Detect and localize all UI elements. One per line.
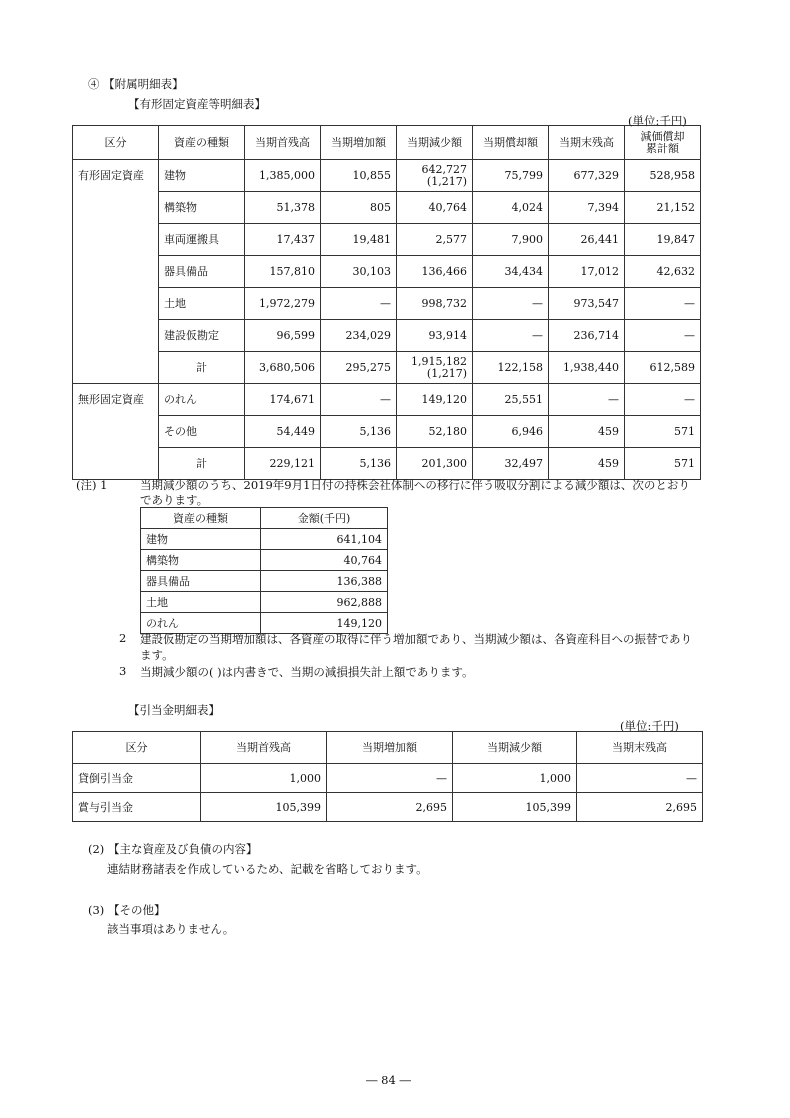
section-heading: (3) 【その他】: [88, 903, 166, 917]
header-cell: 区分: [73, 126, 159, 160]
header-cell: 当期償却額: [473, 126, 549, 160]
subsection-heading: 【引当金明細表】: [128, 703, 220, 717]
asset-type: 建物: [159, 160, 245, 192]
note-label: 2: [119, 631, 127, 645]
fixed-assets-table: [72, 125, 701, 480]
table-row: 器具備品 157,810 30,103 136,466 34,434 17,012 42,632: [73, 256, 701, 288]
note-label: (注) 1: [76, 478, 108, 492]
note-text: 建設仮勘定の当期増加額は、各資産の取得に伴う増加額であり、当期減少額は、各資産科目への振替であり: [140, 632, 692, 646]
table-row: 建設仮勘定 96,599 234,029 93,914 — 236,714 —: [73, 320, 701, 352]
table-row: 建物 641,104: [141, 529, 388, 550]
asset-type: のれん: [159, 384, 245, 416]
table-row: のれん 149,120: [141, 613, 388, 634]
asset-type: 車両運搬具: [159, 224, 245, 256]
section-heading: ④ 【附属明細表】: [88, 77, 184, 91]
table-header-row: [73, 126, 701, 160]
table-total-row: 計 229,121 5,136 201,300 32,497 459 571: [73, 448, 701, 480]
allowance-table: [72, 731, 703, 822]
note-text: 当期減少額の( )は内書きで、当期の減損損失計上額であります。: [140, 665, 474, 679]
asset-type: 建設仮勘定: [159, 320, 245, 352]
section-body: 連結財務諸表を作成しているため、記載を省略しております。: [107, 862, 428, 876]
group-label: 有形固定資産: [73, 160, 159, 384]
section-heading: (2) 【主な資産及び負債の内容】: [88, 842, 258, 856]
unit-label: (単位:千円): [628, 114, 687, 128]
asset-type: 器具備品: [159, 256, 245, 288]
table-row: 器具備品 136,388: [141, 571, 388, 592]
header-cell: 当期減少額: [397, 126, 473, 160]
section-body: 該当事項はありません。: [107, 922, 235, 936]
table-total-row: 計 3,680,506 295,275 1,915,182 (1,217) 122,158 1,938,440 612,589: [73, 352, 701, 384]
table-header-row: [141, 508, 388, 529]
header-cell: 当期減少額: [453, 732, 577, 764]
table-row: 貸倒引当金 1,000 — 1,000 —: [73, 764, 703, 793]
header-cell: 当期末残高: [549, 126, 625, 160]
header-cell: 減価償却 累計額: [625, 126, 701, 160]
table-row: その他 54,449 5,136 52,180 6,946 459 571: [73, 416, 701, 448]
table-row: 有形固定資産 建物 1,385,000 10,855 642,727 (1,217) 75,799 677,329 528,958: [73, 160, 701, 192]
total-label: 計: [159, 352, 245, 384]
table-row: 構築物 51,378 805 40,764 4,024 7,394 21,152: [73, 192, 701, 224]
table-row: 構築物 40,764: [141, 550, 388, 571]
table-row: 土地 1,972,279 — 998,732 — 973,547 —: [73, 288, 701, 320]
asset-type: 構築物: [159, 192, 245, 224]
page-number: ― 84 ―: [366, 1073, 411, 1087]
table-row: 車両運搬具 17,437 19,481 2,577 7,900 26,441 19,847: [73, 224, 701, 256]
total-label: 計: [159, 448, 245, 480]
decrease-breakdown-table: [140, 507, 388, 634]
subsection-heading: 【有形固定資産等明細表】: [128, 97, 266, 111]
group-label: 無形固定資産: [73, 384, 159, 480]
table-header-row: [73, 732, 703, 764]
header-cell: 資産の種類: [159, 126, 245, 160]
asset-type: その他: [159, 416, 245, 448]
note-label: 3: [119, 664, 127, 678]
unit-label: (単位:千円): [620, 719, 679, 733]
note-text: であります。: [140, 493, 209, 507]
header-cell: 当期末残高: [577, 732, 703, 764]
note-text: ます。: [140, 648, 174, 662]
header-cell: 当期増加額: [321, 126, 397, 160]
header-cell: 資産の種類: [141, 508, 261, 529]
table-row: 土地 962,888: [141, 592, 388, 613]
table-row: 賞与引当金 105,399 2,695 105,399 2,695: [73, 793, 703, 822]
asset-type: 土地: [159, 288, 245, 320]
header-cell: 区分: [73, 732, 201, 764]
table-row: 無形固定資産 のれん 174,671 — 149,120 25,551 — —: [73, 384, 701, 416]
header-cell: 金額(千円): [261, 508, 388, 529]
header-cell: 当期首残高: [245, 126, 321, 160]
header-cell: 当期首残高: [201, 732, 327, 764]
note-text: 当期減少額のうち、2019年9月1日付の持株会社体制への移行に伴う吸収分割による減少額は、次のとおり: [140, 478, 690, 492]
header-cell: 当期増加額: [327, 732, 453, 764]
